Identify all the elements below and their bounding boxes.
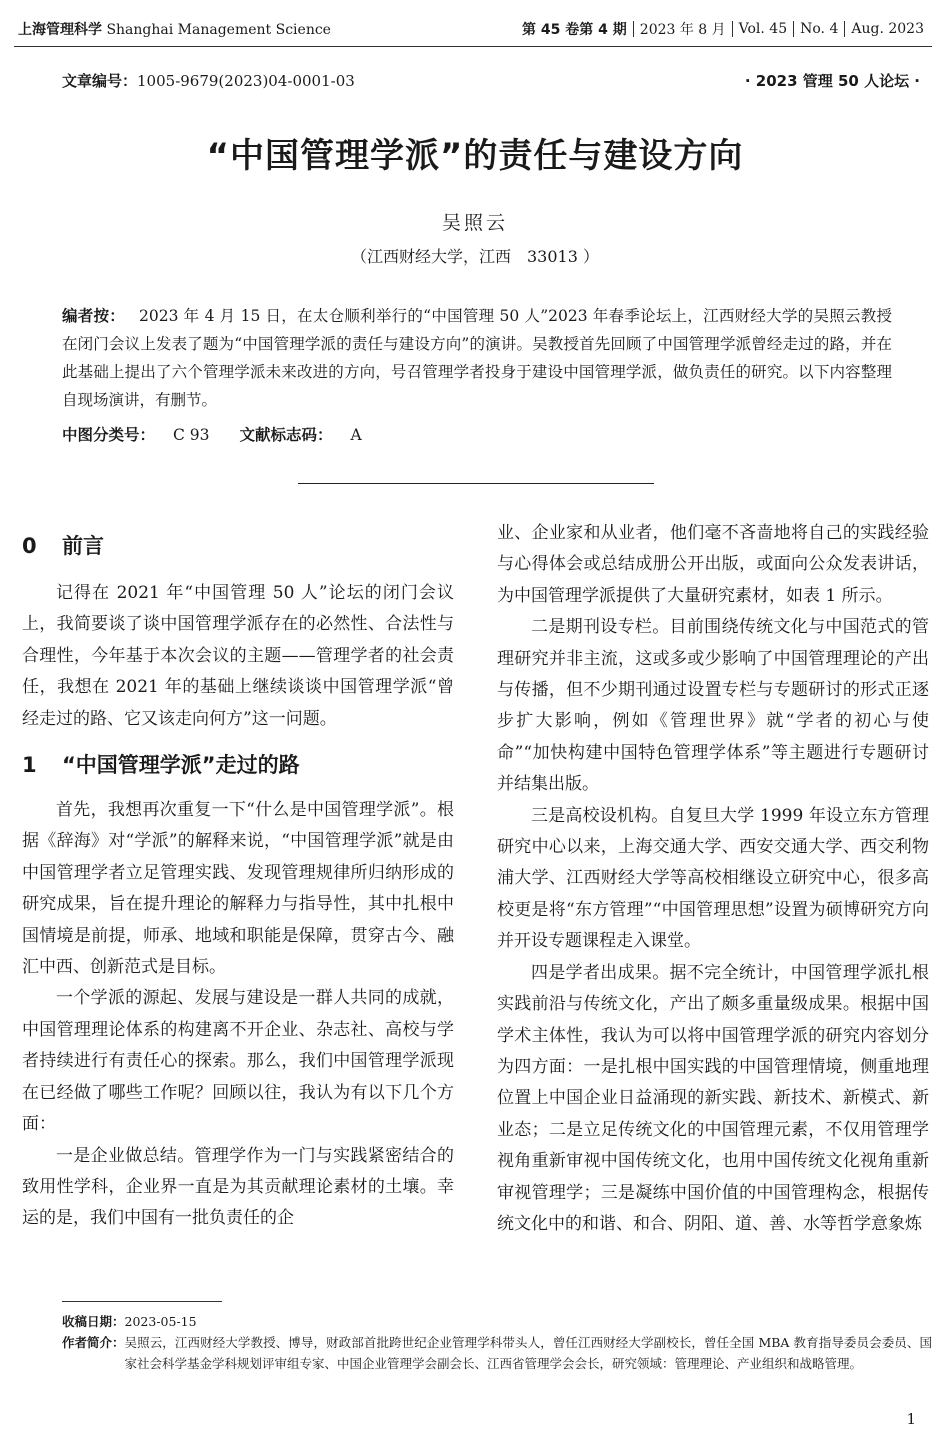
author-bio-text: 吴照云，江西财经大学教授、博导，财政部首批跨世纪企业管理学科带头人，曾任江西财经大学副校长，曾任全国 MBA 教育指导委员会委员、国家社会科学基金学科规划评审组专家、中国企业管理学会副会长、江西省管理学会会长，研究领域：管理理论、产业组织和战略管理。 xyxy=(124,1335,932,1371)
footnote-rule xyxy=(62,1301,222,1302)
author-bio-label: 作者简介： xyxy=(62,1335,125,1350)
paragraph: 三是高校设机构。自复旦大学 1999 年设立东方管理研究中心以来，上海交通大学、西安交通大学、西交利物浦大学、江西财经大学等高校相继设立研究中心，很多高校更是将“东方管理”“中国管理思想”设置为硕博研究方向并开设专题课程走入课堂。 xyxy=(497,805,929,952)
editor-note xyxy=(62,302,892,414)
journal-name-cn: 上海管理科学 xyxy=(18,22,102,38)
article-number-value: 1005-9679(2023)04-0001-03 xyxy=(137,72,355,90)
footnotes xyxy=(62,1311,932,1374)
paragraph: 二是期刊设专栏。目前围绕传统文化与中国范式的管理研究并非主流，这或多或少影响了中国管理理论的产出与传播，但不少期刊通过设置专栏与专题研讨的形式正逐步扩大影响，例如《管理世界》就“学者的初心与使命”“加快构建中国特色管理学体系”等主题进行专题研讨并结集出版。 xyxy=(497,617,929,795)
author-name: 吴照云 xyxy=(441,212,508,234)
divider xyxy=(732,21,733,37)
divider xyxy=(844,21,845,37)
running-head xyxy=(18,18,924,40)
header-rule xyxy=(14,46,932,47)
article-number xyxy=(62,70,355,91)
paragraph: 一个学派的源起、发展与建设是一群人共同的成就，中国管理理论体系的构建离不开企业、杂志社、高校与学者持续进行有责任心的探索。那么，我们中国管理学派现在已经做了哪些工作呢？回顾以往，我认为有以下几个方面： xyxy=(22,988,454,1135)
journal-name xyxy=(18,19,331,39)
received-value: 2023-05-15 xyxy=(124,1314,197,1329)
abstract-divider xyxy=(298,483,654,484)
doc-code-value: A xyxy=(350,426,362,444)
body-column-left xyxy=(22,516,454,1235)
divider xyxy=(633,21,634,37)
paragraph: 一是企业做总结。管理学作为一门与实践紧密结合的致用性学科，企业界一直是为其贡献理论素材的土壤。幸运的是，我们中国有一批负责任的企 xyxy=(22,1145,454,1229)
paragraph-continued: 业、企业家和从业者，他们毫不吝啬地将自己的实践经验与心得体会或总结成册公开出版，或面向公众发表讲话，为中国管理学派提供了大量研究素材，如表 1 所示。 xyxy=(497,523,929,606)
forum-label: · 2023 管理 50 人论坛 · xyxy=(744,72,920,90)
author-affiliation: （江西财经大学，江西 33013 ） xyxy=(351,247,599,266)
article-title: “中国管理学派”的责任与建设方向 xyxy=(206,136,744,176)
editor-note-text: 2023 年 4 月 15 日，在太仓顺利举行的“中国管理 50 人”2023 年春季论坛上，江西财经大学的吴照云教授在闭门会议上发表了题为“中国管理学派的责任与建设方向”的演讲。吴教授首先回顾了中国管理学派曾经走过的路，并在此基础上提出了六个管理学派未来改进的方向，号召管理学者投身于建设中国管理学派，做负责任的研究。以下内容整理自现场演讲，有删节。 xyxy=(62,307,892,409)
date-en: Aug. 2023 xyxy=(851,21,924,37)
journal-name-en: Shanghai Management Science xyxy=(106,22,331,38)
received-label: 收稿日期： xyxy=(62,1314,125,1329)
issue-info xyxy=(522,19,924,39)
clc-value: C 93 xyxy=(173,426,210,444)
date-cn: 2023 年 8 月 xyxy=(639,22,726,38)
editor-note-label: 编者按： xyxy=(62,307,126,325)
received-date xyxy=(62,1311,932,1332)
article-number-label: 文章编号： xyxy=(62,72,138,90)
classification-line xyxy=(62,423,392,445)
issue-cn: 第 45 卷第 4 期 xyxy=(522,22,627,38)
paragraph: 记得在 2021 年“中国管理 50 人”论坛的闭门会议上，我简要谈了谈中国管理学派存在的必然性、合法性与合理性，今年基于本次会议的主题——管理学者的社会责任，我想在 2021 年的基础上继续谈谈中国管理学派“曾经走过的路、它又该走向何方”这一问题。 xyxy=(22,583,454,729)
paragraph: 首先，我想再次重复一下“什么是中国管理学派”。根据《辞海》对“学派”的解释来说，“中国管理学派”就是由中国管理学者立足管理实践、发现管理规律所归纳形成的研究成果，旨在提升理论的解释力与指导性，其中扎根中国情境是前提，师承、地域和职能是保障，贯穿古今、融汇中西、创新范式是目标。 xyxy=(22,800,454,978)
section-title: 前言 xyxy=(62,534,104,558)
page-number: 1 xyxy=(906,1410,916,1428)
section-heading-0 xyxy=(22,524,454,568)
author-bio xyxy=(62,1332,932,1374)
section-heading-1 xyxy=(22,743,454,787)
section-number: 0 xyxy=(22,534,37,558)
doc-code-label: 文献标志码： xyxy=(239,426,333,444)
section-number: 1 xyxy=(22,753,37,778)
clc-label: 中图分类号： xyxy=(62,426,156,444)
issue-number: No. 4 xyxy=(800,21,839,37)
volume: Vol. 45 xyxy=(738,21,788,37)
paragraph: 四是学者出成果。据不完全统计，中国管理学派扎根实践前沿与传统文化，产出了颇多重量级成果。根据中国学术主体性，我认为可以将中国管理学派的研究内容划分为四方面：一是扎根中国实践的中国管理情境，侧重地理位置上中国企业日益涌现的新实践、新技术、新模式、新业态；二是立足传统文化的中国管理元素，不仅用管理学视角重新审视中国传统文化，也用中国传统文化视角重新审视管理学；三是凝练中国价值的中国管理构念，根据传统文化中的和谐、和合、阴阳、道、善、水等哲学意象炼 xyxy=(497,962,929,1234)
body-column-right xyxy=(497,518,929,1240)
section-title: “中国管理学派”走过的路 xyxy=(62,753,300,778)
divider xyxy=(793,21,794,37)
